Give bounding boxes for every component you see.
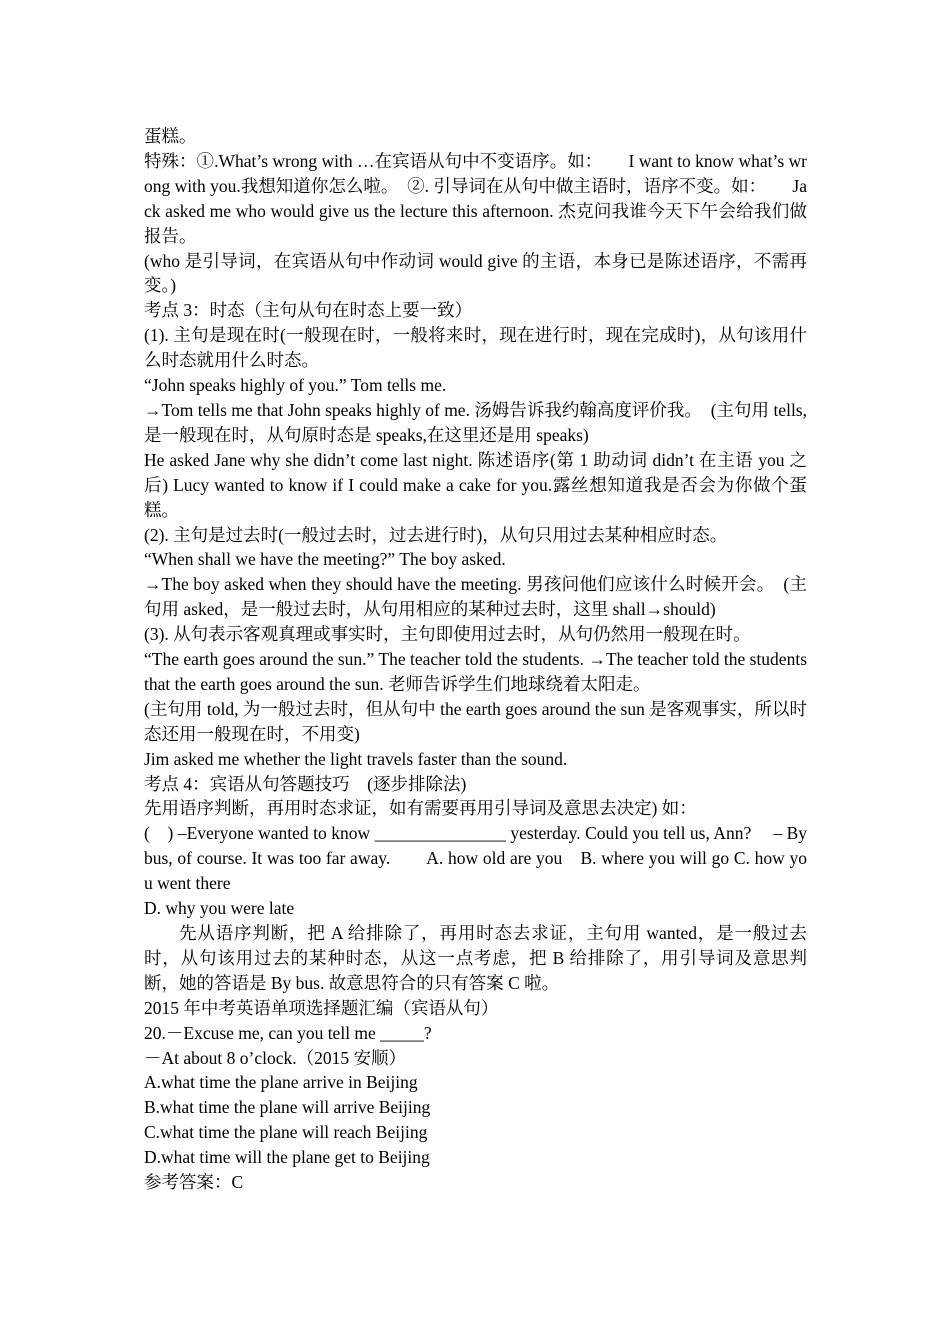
example-jane-lucy: He asked Jane why she didn’t come last night. 陈述语序(第 1 助动词 didn’t 在主语 you 之后) Lucy wanted to know if I could make a cake for you.露丝想知道我是否会为你做个蛋糕。 (144, 449, 807, 520)
paragraph-rule-1: (1). 主句是现在时(一般现在时，一般将来时，现在进行时，现在完成时)，从句该用什么时态就用什么时态。 (144, 325, 807, 371)
option-b: B.what time the plane will arrive Beijing (144, 1097, 431, 1118)
example-jim-light: Jim asked me whether the light travels faster than the sound. (144, 748, 568, 769)
paragraph-who-note: (who 是引导词，在宾语从句中作动词 would give 的主语，本身已是陈述语序，不需再变。) (144, 250, 807, 296)
heading-point-4: 考点 4：宾语从句答题技巧 (逐步排除法) (144, 773, 467, 794)
paragraph-explanation: 先从语序判断，把 A 给排除了，再用时态去求证，主句用 wanted，是一般过去时，从句该用过去的某种时态，从这一点考虑，把 B 给排除了，用引导词及意思判断，她的答语是 By bus. 故意思符合的只有答案 C 啦。 (144, 923, 807, 993)
example-earth-sun: “The earth goes around the sun.” The teacher told the students. →The teacher told the students that the earth goes around the sun. 老师告诉学生们地球绕着太阳走。 (144, 649, 808, 694)
example-john-quote: “John speaks highly of you.” Tom tells me. (144, 375, 447, 396)
option-a: A.what time the plane arrive in Beijing (144, 1072, 418, 1093)
paragraph-rule-2: (2). 主句是过去时(一般过去时，过去进行时)，从句只用过去某种相应时态。 (144, 524, 728, 545)
document-body (144, 124, 807, 1195)
heading-point-3: 考点 3：时态（主句从句在时态上要一致） (144, 300, 473, 321)
option-d-late: D. why you were late (144, 898, 295, 919)
example-boy-asked: →The boy asked when they should have the meeting. 男孩问他们应该什么时候开会。 (主句用 asked，是一般过去时，从句用相应的某种过去时，这里 shall→should) (144, 574, 807, 620)
paragraph-told-note: (主句用 told, 为一般过去时，但从句中 the earth goes around the sun 是客观事实，所以时态还用一般现在时，不用变) (144, 698, 807, 744)
option-d: D.what time will the plane get to Beijing (144, 1147, 430, 1168)
heading-2015-compilation: 2015 年中考英语单项选择题汇编（宾语从句） (144, 997, 499, 1018)
option-c: C.what time the plane will reach Beijing (144, 1122, 428, 1143)
example-tom-tells: →Tom tells me that John speaks highly of me. 汤姆告诉我约翰高度评价我。 (主句用 tells, 是一般现在时，从句原时态是 speaks,在这里还是用 speaks) (144, 399, 807, 445)
paragraph-cake-end: 蛋糕。 (144, 126, 197, 146)
reference-answer: 参考答案：C (144, 1172, 244, 1193)
question-20-reply: －At about 8 o’clock.（2015 安顺） (144, 1047, 406, 1068)
paragraph-rule-3: (3). 从句表示客观真理或事实时，主句即使用过去时，从句仍然用一般现在时。 (144, 624, 751, 645)
question-everyone-wanted: ( ) –Everyone wanted to know _______________ yesterday. Could you tell us, Ann? – By bus, of course. It was too far away. A. how old are you B. where you will go C. how you went there (144, 823, 807, 894)
paragraph-special-cases: 特殊：①.What’s wrong with …在宾语从句中不变语序。如： I want to know what’s wrong with you.我想知道你怎么啦。 ②. 引导词在从句中做主语时，语序不变。如： Jack asked me who would give us the lecture this afternoon. 杰克问我谁今天下午会给我们做报告。 (144, 150, 807, 246)
example-meeting-quote: “When shall we have the meeting?” The boy asked. (144, 549, 506, 570)
paragraph-technique: 先用语序判断，再用时态求证，如有需要再用引导词及意思去决定) 如： (144, 798, 697, 819)
question-20: 20.－Excuse me, can you tell me _____? (144, 1022, 432, 1043)
